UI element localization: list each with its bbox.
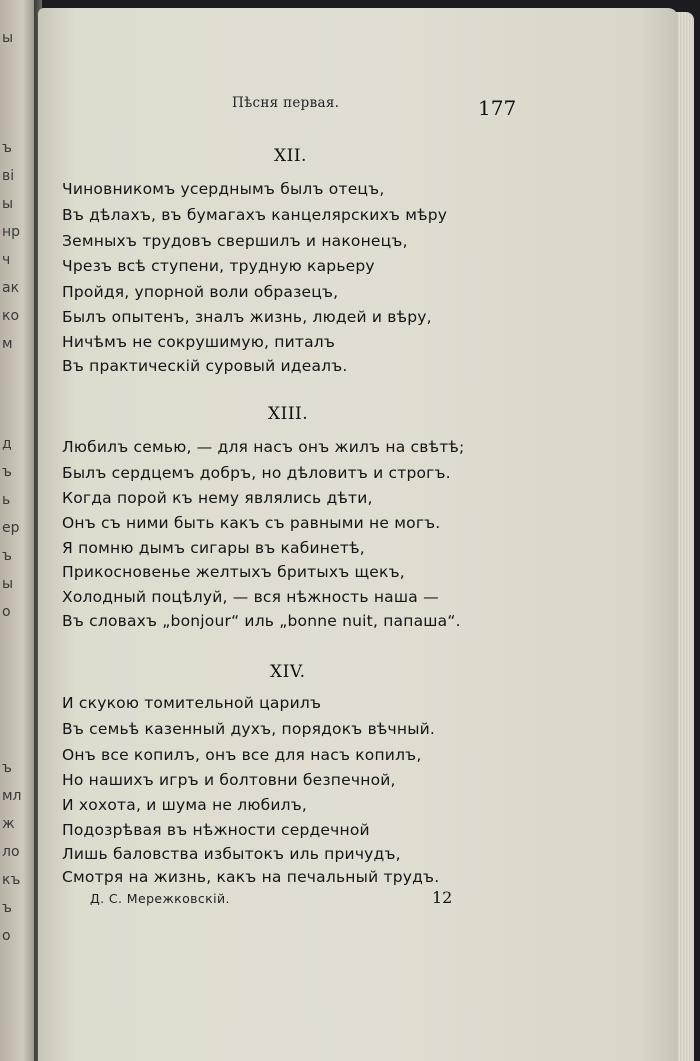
left-page-text: нр [2, 224, 21, 240]
left-page-text: ы [2, 576, 14, 592]
verse-line: И скукою томительной царилъ [62, 694, 322, 712]
verse-line: Когда порой къ нему являлись дѣти, [62, 489, 373, 507]
left-page-text: о [2, 928, 11, 944]
verse-line: Но нашихъ игръ и болтовни безпечной, [62, 771, 396, 789]
verse-line: Лишь баловства избытокъ иль причудъ, [62, 845, 401, 863]
verse-line: Холодный поцѣлуй, — вся нѣжность наша — [62, 588, 439, 606]
verse-line: Я помню дымъ сигары въ кабинетѣ, [62, 539, 365, 557]
verse-line: Смотря на жизнь, какъ на печальный трудъ. [62, 868, 440, 886]
left-page-text: ъ [2, 900, 12, 916]
left-page-text: ы [2, 30, 14, 46]
verse-line: Подозрѣвая въ нѣжности сердечной [62, 821, 370, 839]
left-page-text: ъ [2, 548, 12, 564]
verse-line: Въ практическій суровый идеалъ. [62, 357, 348, 375]
stanza-numeral: XIII. [268, 404, 309, 424]
verse-line: Ничѣмъ не сокрушимую, питалъ [62, 333, 336, 351]
verse-line: Любилъ семью, — для насъ онъ жилъ на свѣтѣ; [62, 438, 465, 456]
left-page-text: д [2, 436, 12, 452]
left-page-text: ві [2, 168, 15, 184]
verse-line: Въ словахъ „bonjour“ иль „bonne nuit, папаша“. [62, 612, 461, 630]
left-page-text: ак [2, 280, 20, 296]
left-page-text: мл [2, 788, 22, 804]
left-page-text: ер [2, 520, 20, 536]
left-page-text: ы [2, 196, 14, 212]
left-page-text: ъ [2, 760, 12, 776]
stanza-numeral: XIV. [270, 662, 306, 682]
left-page-text: къ [2, 872, 21, 888]
left-page-text: ч [2, 252, 11, 268]
left-page-text: ь [2, 492, 11, 508]
verse-line: И хохота, и шума не любилъ, [62, 796, 308, 814]
verse-line: Чрезъ всѣ ступени, трудную карьеру [62, 257, 375, 275]
running-head: Пѣсня первая. [232, 95, 340, 111]
signature-mark: 12 [432, 888, 453, 907]
footer-author: Д. С. Мережковскій. [90, 891, 230, 906]
stanza-numeral: XII. [274, 146, 307, 166]
left-page-text: ло [2, 844, 20, 860]
left-page-text: ж [2, 816, 15, 832]
left-page-text: ъ [2, 464, 12, 480]
verse-line: Онъ все копилъ, онъ все для насъ копилъ, [62, 746, 422, 764]
left-page-text: о [2, 604, 11, 620]
left-page-text: ко [2, 308, 20, 324]
page-number: 177 [478, 96, 517, 120]
verse-line: Пройдя, упорной воли образецъ, [62, 283, 339, 301]
verse-line: Чиновникомъ усерднымъ былъ отецъ, [62, 180, 385, 198]
left-page-edge [0, 0, 38, 1061]
verse-line: Земныхъ трудовъ свершилъ и наконецъ, [62, 232, 408, 250]
left-page-text: м [2, 336, 13, 352]
verse-line: Онъ съ ними быть какъ съ равными не могъ. [62, 514, 441, 532]
left-page-text: ъ [2, 140, 12, 156]
verse-line: Прикосновенье желтыхъ бритыхъ щекъ, [62, 563, 405, 581]
verse-line: Былъ опытенъ, зналъ жизнь, людей и вѣру, [62, 308, 432, 326]
verse-line: Въ семьѣ казенный духъ, порядокъ вѣчный. [62, 720, 436, 738]
verse-line: Былъ сердцемъ добръ, но дѣловитъ и строгъ. [62, 464, 451, 482]
verse-line: Въ дѣлахъ, въ бумагахъ канцелярскихъ мѣру [62, 206, 448, 224]
